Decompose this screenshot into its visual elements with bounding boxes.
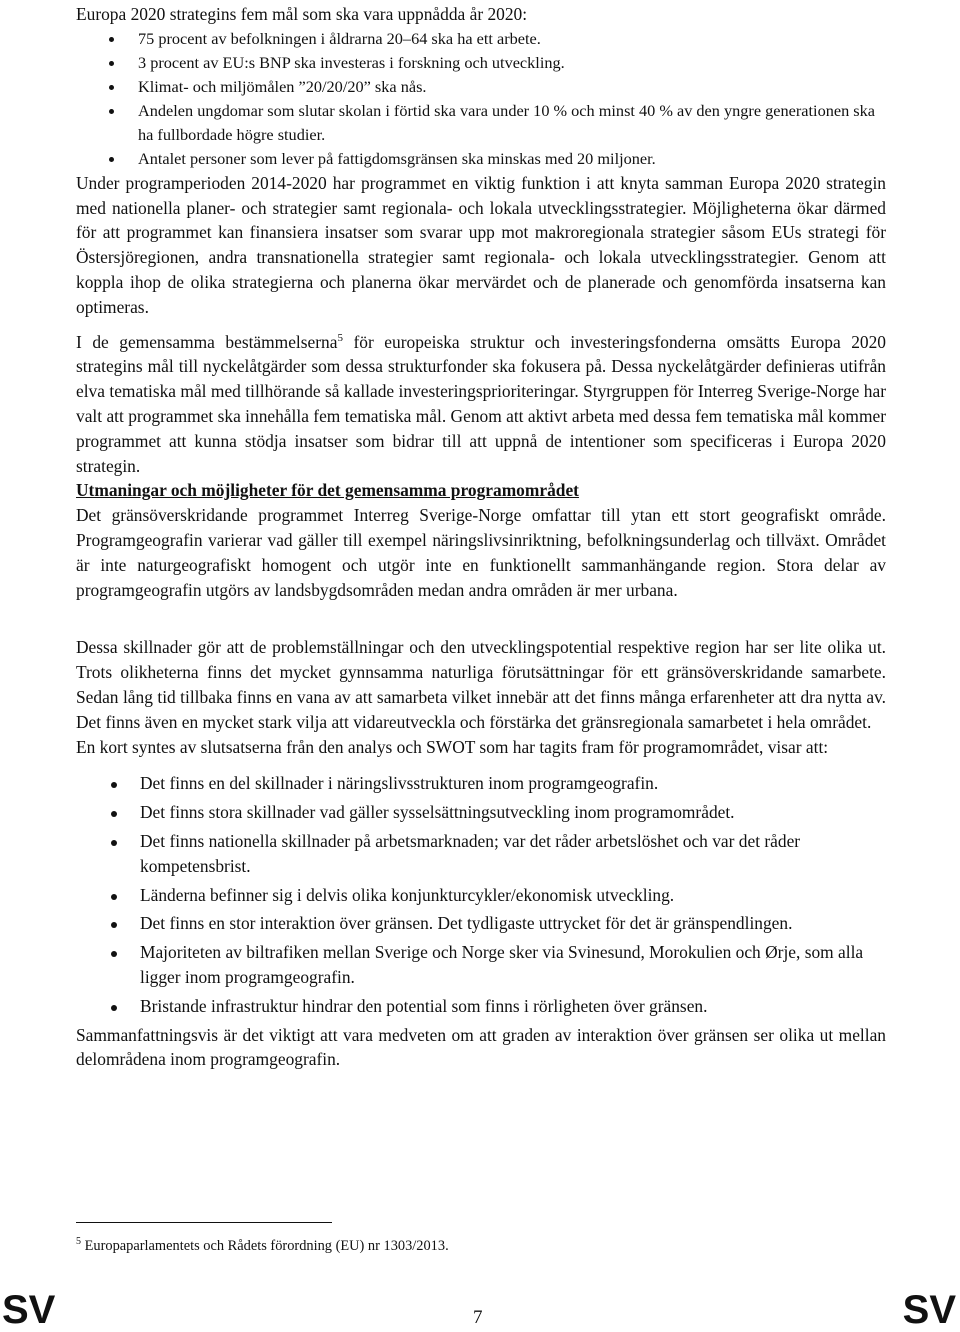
list-item: Det finns en del skillnader i näringslivsstrukturen inom programgeografin. (76, 771, 886, 796)
document-page (76, 0, 886, 1072)
footnote-reference[interactable]: 5 (337, 331, 343, 344)
list-item: Det finns nationella skillnader på arbetsmarknaden; var det råder arbetslöshet och var det råder kompetensbrist. (76, 829, 886, 879)
list-item: 75 procent av befolkningen i åldrarna 20–64 ska ha ett arbete. (76, 27, 886, 51)
list-item: Bristande infrastruktur hindrar den potential som finns i rörligheten över gränsen. (76, 994, 886, 1019)
paragraph-programperiod: Under programperioden 2014-2020 har programmet en viktig funktion i att knyta samman Europa 2020 strategin med nationella planer- och strategier samt regionala- och lokala utvecklingsstrategier. Möjligheterna ökar därmed för att programmet kan finansiera insatser som svarar upp mot makroregionala strategier såsom EUs strategi för Östersjöregionen, andra transnationella strategier samt regionala- och lokala utvecklingsstrategier. Genom att koppla ihop de olika strategierna och planerna ökar mervärdet och de planerade och genomförda insatserna kan optimeras. (76, 172, 886, 317)
paragraph-swot: En kort syntes av slutsatserna från den analys och SWOT som har tagits fram för programområdet, visar att: (76, 736, 829, 757)
swot-list (76, 771, 886, 1018)
list-item: Andelen ungdomar som slutar skolan i förtid ska vara under 10 % och minst 40 % av den yngre generationen ska ha fullbordade högre studier. (76, 99, 886, 147)
list-item: Det finns en stor interaktion över gränsen. Det tydligaste uttrycket för det är gränspendlingen. (76, 911, 886, 936)
goals-heading: Europa 2020 strategins fem mål som ska vara uppnådda år 2020: (76, 4, 528, 24)
list-item: 3 procent av EU:s BNP ska investeras i forskning och utveckling. (76, 51, 886, 75)
footnote-divider (76, 1222, 332, 1223)
bullet-icon (109, 85, 114, 90)
bullet-icon (109, 37, 114, 42)
bullet-icon (109, 61, 114, 66)
bullet-icon (111, 840, 117, 846)
list-item: Länderna befinner sig i delvis olika konjunkturcykler/ekonomisk utveckling. (76, 883, 886, 908)
bullet-icon (111, 894, 117, 900)
bullet-icon (111, 951, 117, 957)
bullet-icon (109, 109, 114, 114)
section-heading: Utmaningar och möjligheter för det gemensamma programområdet (76, 480, 579, 501)
list-item: Antalet personer som lever på fattigdomsgränsen ska minskas med 20 miljoner. (76, 147, 886, 171)
list-item: Majoriteten av biltrafiken mellan Sverige och Norge sker via Svinesund, Morokulien och Ørje, som alla ligger inom programgeografin. (76, 940, 886, 990)
footnote-number: 5 (76, 1236, 81, 1248)
goals-list (76, 27, 886, 171)
list-item: Klimat- och miljömålen ”20/20/20” ska nås. (76, 75, 886, 99)
bullet-icon (111, 922, 117, 928)
page-number: 7 (473, 1307, 483, 1328)
language-label-left: SV (2, 1288, 56, 1332)
list-item: Det finns stora skillnader vad gäller sysselsättningsutveckling inom programområdet. (76, 800, 886, 825)
bullet-icon (111, 811, 117, 817)
paragraph-skillnader: Dessa skillnader gör att de problemställningar och den utvecklingspotential respektive region har ser lite olika ut. Trots olikheterna finns det mycket gynnsamma naturliga förutsättningar för ett gränsöverskridande samarbete. Sedan lång tid tillbaka finns en vana av att samarbeta vilket innebär att det finns många erfarenheter att dra nytta av. Det finns även en mycket stark vilja att vidareutveckla och förstärka det gränsregionala samarbetet i hela området. (76, 637, 886, 732)
paragraph-geografi: Det gränsöverskridande programmet Interreg Sverige-Norge omfattar till ytan ett stort geografiskt område. Programgeografin varierar vad gäller till exempel näringslivsinriktning, befolkningsunderlag och tillväxt. Området är inte naturgeografiskt homogent och utgör inte en funktionellt sammanhängande region. Stora delar av programgeografin utgörs av landsbygdsområden medan andra områden är mer urbana. (76, 505, 886, 600)
bullet-icon (111, 1005, 117, 1011)
language-label-right: SV (902, 1288, 956, 1332)
bullet-icon (111, 782, 117, 788)
footnote: $^5$ Europaparlamentets och Rådets förordning (EU) nr 1303/2013. (76, 1236, 449, 1254)
bullet-icon (109, 157, 114, 162)
paragraph-sammanfattning: Sammanfattningsvis är det viktigt att vara medveten om att graden av interaktion över gränsen ser olika ut mellan delområdena inom programgeografin. (76, 1024, 886, 1070)
paragraph-bestammelser: I de gemensamma bestämmelserna$^5$ för europeiska struktur och investeringsfonderna omsätts Europa 2020 strategins mål till nyckelåtgärder som dessa strukturfonder ska fokusera på. Dessa nyckelåtgärder definieras utifrån elva tematiska mål med tillhörande så kallade investeringsprioriteringar. Styrgruppen för Interreg Sverige-Norge har valt att programmet ska innehålla fem tematiska mål. Genom att aktivt arbeta med dessa fem tematiska mål kommer programmet att kunna stödja insatser som bidrar till att uppnå de intentioner som specificeras i Europa 2020 strategin. (76, 331, 886, 476)
